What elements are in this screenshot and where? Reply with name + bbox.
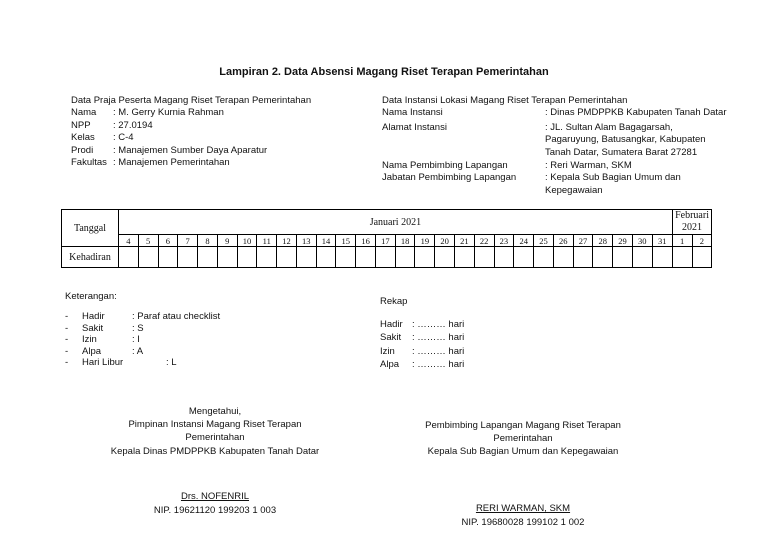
- praja-value: : 27.0194: [113, 119, 153, 131]
- praja-label: Prodi: [71, 144, 94, 156]
- praja-info: [71, 95, 371, 169]
- praja-row-npp: [71, 120, 371, 132]
- list-item: [65, 323, 220, 335]
- instansi-value: : Kepala Sub Bagian Umum dan Kepegawaian: [545, 172, 681, 196]
- instansi-label: Nama Pembimbing Lapangan: [382, 160, 508, 172]
- instansi-row-jabatan: [382, 172, 727, 197]
- list-item: [65, 334, 220, 346]
- day-cell: 6: [158, 235, 178, 247]
- day-cell: 23: [494, 235, 514, 247]
- day-cell: 16: [356, 235, 376, 247]
- list-item: [380, 358, 464, 371]
- tanggal-header: Tanggal: [62, 210, 119, 247]
- attendance-cell[interactable]: [692, 247, 712, 268]
- list-dash: -: [65, 345, 69, 357]
- praja-row-prodi: [71, 145, 371, 157]
- signature-line: Pemerintahan: [185, 432, 245, 444]
- list-item: [65, 311, 220, 323]
- praja-label: Kelas: [71, 132, 95, 144]
- instansi-value: : Reri Warman, SKM: [545, 160, 632, 172]
- list-item: [65, 346, 220, 358]
- attendance-cell[interactable]: [178, 247, 198, 268]
- attendance-cell[interactable]: [455, 247, 475, 268]
- praja-value: : Manajemen Pemerintahan: [113, 157, 230, 169]
- day-cell: 28: [593, 235, 613, 247]
- praja-row-nama: [71, 107, 371, 119]
- signatory-nip-left: NIP. 19621120 199203 1 003: [153, 505, 277, 516]
- list-item: [380, 331, 464, 344]
- praja-label: Nama: [71, 107, 97, 119]
- list-item: [380, 345, 464, 358]
- signature-line: Mengetahui,: [188, 406, 242, 417]
- attendance-cell[interactable]: [356, 247, 376, 268]
- praja-value: : M. Gerry Kurnia Rahman: [113, 107, 224, 119]
- instansi-label: Jabatan Pembimbing Lapangan: [382, 172, 517, 184]
- rekap-item-value: : ……… hari: [412, 319, 465, 330]
- day-cell: 27: [573, 235, 593, 247]
- attendance-cell[interactable]: [474, 247, 494, 268]
- instansi-label: Alamat Instansi: [382, 121, 447, 133]
- day-cell: 5: [138, 235, 158, 247]
- signature-line: Pimpinan Instansi Magang Riset Terapan: [128, 419, 302, 431]
- signatory-nip-right: NIP. 19680028 199102 1 002: [461, 517, 585, 528]
- day-cell: 8: [198, 235, 218, 247]
- attendance-cell[interactable]: [158, 247, 178, 268]
- day-cell: 10: [237, 235, 257, 247]
- praja-label: NPP: [71, 119, 91, 131]
- rekap-title: Rekap: [380, 296, 408, 307]
- list-item-value: : L: [166, 357, 177, 369]
- attendance-cell[interactable]: [672, 247, 692, 268]
- februari-header: Februari 2021: [672, 210, 712, 235]
- praja-heading: Data Praja Peserta Magang Riset Terapan Pemerintahan: [71, 95, 312, 106]
- praja-label: Fakultas: [71, 157, 107, 169]
- attendance-cell[interactable]: [336, 247, 356, 268]
- day-cell: 14: [316, 235, 336, 247]
- list-item-value: : S: [132, 322, 144, 334]
- instansi-label: Nama Instansi: [382, 107, 443, 119]
- table-row-kehadiran: [62, 247, 712, 268]
- instansi-heading: Data Instansi Lokasi Magang Riset Terapan Pemerintahan: [382, 95, 628, 106]
- januari-header: Januari 2021: [119, 210, 673, 235]
- list-item-name: Hari Libur: [82, 357, 124, 369]
- attendance-cell[interactable]: [119, 247, 139, 268]
- attendance-cell[interactable]: [632, 247, 652, 268]
- keterangan-list: [65, 311, 220, 369]
- list-item-name: Hadir: [82, 311, 105, 322]
- day-cell: 11: [257, 235, 277, 247]
- list-item-name: Izin: [82, 334, 97, 346]
- praja-value: : C-4: [113, 132, 134, 144]
- list-dash: -: [65, 357, 69, 369]
- attendance-cell[interactable]: [375, 247, 395, 268]
- attendance-cell[interactable]: [593, 247, 613, 268]
- instansi-value: : JL. Sultan Alam Bagagarsah, Pagaruyung, Batusangkar, Kabupaten Tanah Datar, Sumatera Barat 27281: [545, 121, 706, 158]
- rekap-item-value: : ……… hari: [412, 345, 465, 357]
- attendance-cell[interactable]: [534, 247, 554, 268]
- list-dash: -: [65, 322, 69, 334]
- day-cell: 22: [474, 235, 494, 247]
- attendance-cell[interactable]: [296, 247, 316, 268]
- day-cell: 30: [632, 235, 652, 247]
- signatory-name-left: Drs. NOFENRIL: [180, 491, 250, 502]
- list-dash: -: [65, 334, 69, 346]
- instansi-info: [382, 95, 727, 197]
- attendance-cell[interactable]: [613, 247, 633, 268]
- rekap-item-value: : ……… hari: [412, 359, 465, 371]
- praja-row-kelas: [71, 132, 371, 144]
- table-header-row-month: [62, 210, 712, 235]
- day-cell: 7: [178, 235, 198, 247]
- keterangan-title: Keterangan:: [65, 291, 117, 302]
- attendance-cell[interactable]: [435, 247, 455, 268]
- list-item-value: : Paraf atau checklist: [132, 311, 221, 322]
- day-cell: 25: [534, 235, 554, 247]
- attendance-cell[interactable]: [257, 247, 277, 268]
- day-cell: 18: [395, 235, 415, 247]
- day-cell: 9: [217, 235, 237, 247]
- rekap-item-name: Alpa: [380, 359, 400, 371]
- praja-value: : Manajemen Sumber Daya Aparatur: [113, 144, 268, 156]
- attendance-cell[interactable]: [198, 247, 218, 268]
- attendance-cell[interactable]: [652, 247, 672, 268]
- instansi-row-pembimbing: [382, 160, 727, 172]
- day-cell: 1: [672, 235, 692, 247]
- day-cell: 31: [652, 235, 672, 247]
- attendance-cell[interactable]: [415, 247, 435, 268]
- signature-line: Pembimbing Lapangan Magang Riset Terapan: [425, 420, 621, 431]
- day-cell: 20: [435, 235, 455, 247]
- list-item-value: : I: [132, 334, 140, 346]
- list-item: [380, 318, 464, 331]
- attendance-cell[interactable]: [138, 247, 158, 268]
- attendance-cell[interactable]: [237, 247, 257, 268]
- day-cell: 21: [455, 235, 475, 247]
- rekap-list: [380, 318, 464, 372]
- day-cell: 2: [692, 235, 712, 247]
- signature-line: Kepala Dinas PMDPPKB Kabupaten Tanah Datar: [110, 445, 320, 457]
- day-cell: 24: [514, 235, 534, 247]
- day-cell: 19: [415, 235, 435, 247]
- instansi-row-alamat: [382, 122, 727, 159]
- rekap-item-name: Sakit: [380, 332, 402, 344]
- rekap-item-value: : ……… hari: [412, 332, 465, 344]
- signature-line: Kepala Sub Bagian Umum dan Kepegawaian: [427, 446, 619, 458]
- list-dash: -: [65, 311, 69, 322]
- day-cell: 12: [277, 235, 297, 247]
- kehadiran-label: Kehadiran: [62, 247, 119, 268]
- signature-line: Pemerintahan: [493, 433, 553, 445]
- signature-block-left: [90, 405, 340, 458]
- instansi-row-nama: [382, 107, 727, 119]
- instansi-value: : Dinas PMDPPKB Kabupaten Tanah Datar: [545, 107, 727, 119]
- attendance-cell[interactable]: [277, 247, 297, 268]
- day-cell: 13: [296, 235, 316, 247]
- attendance-table: [61, 209, 712, 268]
- attendance-cell[interactable]: [217, 247, 237, 268]
- list-item-name: Alpa: [82, 345, 102, 357]
- signature-block-right: [398, 419, 648, 459]
- praja-row-fakultas: [71, 157, 371, 169]
- day-cell: 29: [613, 235, 633, 247]
- list-item-name: Sakit: [82, 322, 104, 334]
- day-cell: 26: [553, 235, 573, 247]
- list-item: [65, 357, 220, 369]
- attendance-cell[interactable]: [514, 247, 534, 268]
- table-header-row-days: [62, 235, 712, 247]
- day-cell: 15: [336, 235, 356, 247]
- signatory-name-right: RERI WARMAN, SKM: [475, 503, 571, 514]
- attendance-cell[interactable]: [395, 247, 415, 268]
- attendance-cell[interactable]: [494, 247, 514, 268]
- document-title: Lampiran 2. Data Absensi Magang Riset Terapan Pemerintahan: [219, 66, 549, 78]
- day-cell: 17: [375, 235, 395, 247]
- day-cell: 4: [119, 235, 139, 247]
- attendance-cell[interactable]: [573, 247, 593, 268]
- attendance-cell[interactable]: [553, 247, 573, 268]
- list-item-value: : A: [132, 345, 144, 357]
- rekap-item-name: Hadir: [380, 319, 403, 330]
- attendance-cell[interactable]: [316, 247, 336, 268]
- rekap-item-name: Izin: [380, 345, 395, 357]
